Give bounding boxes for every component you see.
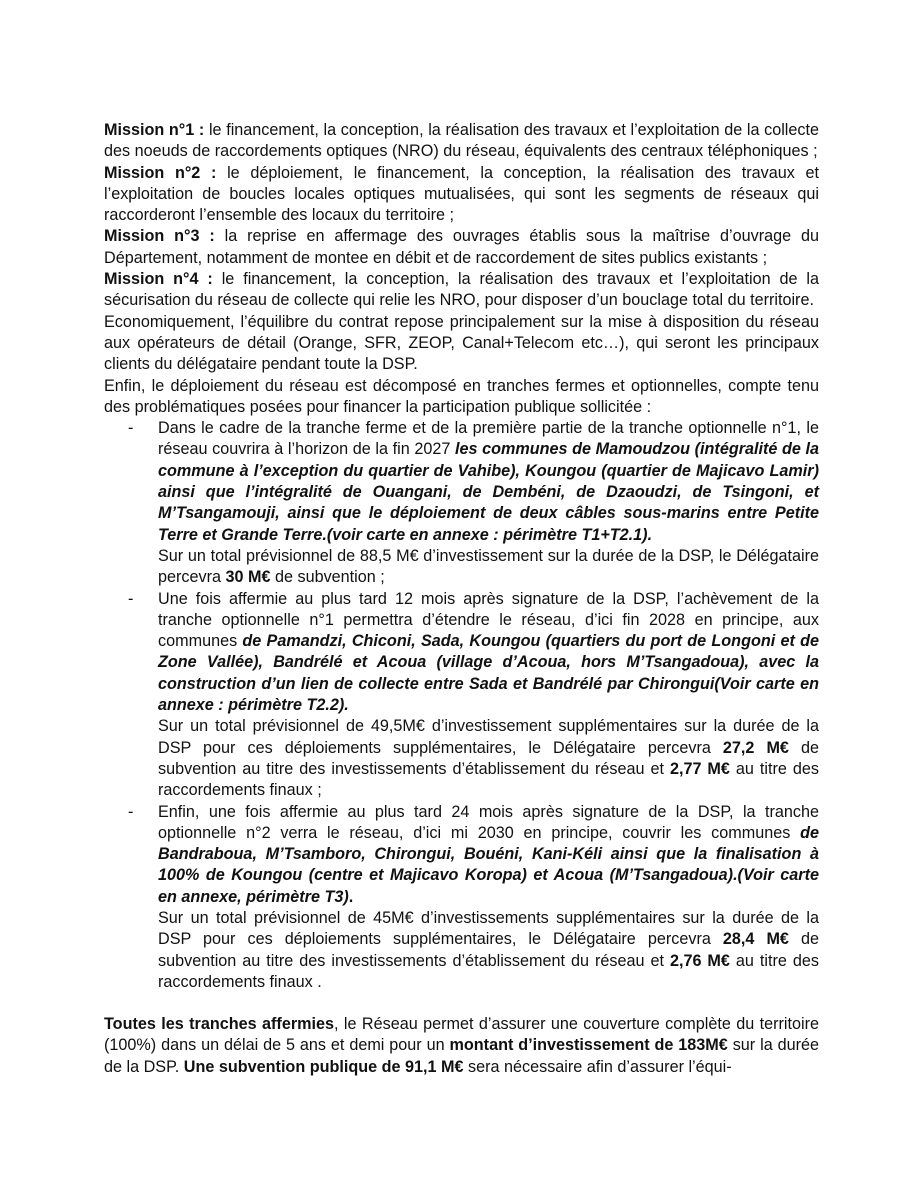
tranche-3-connection-amount: 2,76 M€	[669, 951, 730, 970]
tranche-3-subsidy: 28,4 M€	[722, 930, 789, 949]
tranche-3-funding	[158, 908, 819, 993]
conclusion-text-3: sera nécessaire afin d’assurer l’équi-	[463, 1057, 732, 1076]
tranche-2-funding-a: Sur un total prévisionnel de 49,5M€ d’investissement supplémentaires sur la durée de la DSP pour ces déploiements supplémentaires, le Délégataire percevra	[158, 717, 819, 757]
tranche-2-intro: Une fois affermie au plus tard 12 mois après signature de la DSP, l’achèvement de la tranche optionnelle n°1 permettra d’étendre le réseau, d’ici fin 2028 en principe, aux communes	[158, 589, 819, 651]
economic-paragraph: Economiquement, l’équilibre du contrat repose principalement sur la mise à disposition du réseau aux opérateurs de détail (Orange, SFR, ZEOP, Canal+Telecom etc…), qui seront les principaux clients du délégataire pendant toute la DSP.	[104, 312, 819, 374]
tranche-1-subsidy: 30 M€	[225, 568, 271, 587]
mission-4-label: Mission n°4 :	[104, 270, 213, 289]
conclusion-bold-1: Toutes les tranches affermies	[104, 1015, 335, 1034]
deployment-intro: Enfin, le déploiement du réseau est décomposé en tranches fermes et optionnelles, compte tenu des problématiques posées pour financer la participation publique sollicitée :	[104, 376, 819, 416]
mission-1	[104, 120, 819, 163]
tranche-3-funding-d: au titre des raccordements finaux .	[158, 951, 819, 991]
tranche-2-funding-c: de subvention au titre des investissements d’établissement du réseau et	[158, 738, 819, 778]
tranche-3-tail: .	[348, 887, 354, 906]
conclusion-paragraph	[104, 1014, 819, 1078]
tranche-1-text	[158, 418, 819, 546]
mission-2-text: le déploiement, le financement, la conception, la réalisation des travaux et l’exploitation de boucles locales optiques mutualisées, qui sont les segments de réseaux qui raccorderont l’ensemble des locaux du territoire ;	[104, 163, 819, 225]
tranche-1-intro: Dans le cadre de la tranche ferme et de la première partie de la tranche optionnelle n°1, le réseau couvrira à l’horizon de la fin 2027	[158, 419, 819, 459]
tranche-2-communes: de Pamandzi, Chiconi, Sada, Koungou (quartiers du port de Longoni et de Zone Vallée), Bandrélé et Acoua (village d’Acoua, hors M’Tsangadoua), avec la construction d’un lien de collecte entre Sada et Bandrélé par Chirongui(Voir carte en annexe : périmètre T2.2).	[158, 632, 819, 715]
tranche-2-funding-d: au titre des raccordements finaux ;	[158, 759, 819, 800]
mission-4	[104, 269, 819, 312]
tranche-3-intro: Enfin, une fois affermie au plus tard 24 mois après signature de la DSP, la tranche optionnelle n°2 verra le réseau, d’ici mi 2030 en principe, couvrir les communes	[158, 802, 819, 842]
tranche-1-funding-c: de subvention ;	[270, 568, 385, 587]
tranche-3-communes: de Bandraboua, M’Tsamboro, Chirongui, Bouéni, Kani-Kéli ainsi que la finalisation à 100% de Koungou (centre et Majicavo Koropa) et Acoua (M’Tsangadoua).(Voir carte en annexe, périmètre T3)	[158, 823, 819, 906]
list-dash: -	[128, 802, 134, 821]
tranche-1-funding	[158, 546, 819, 589]
mission-3	[104, 226, 819, 269]
tranche-2-funding	[158, 716, 819, 801]
tranche-1-communes: les communes de Mamoudzou (intégralité de la commune à l’exception du quartier de Vahibe), Koungou (quartier de Majicavo Lamir) ainsi que l’intégralité de Ouangani, de Dembéni, de Dzaoudzi, de Tsingoni, et M’Tsangamouji, ainsi que le déploiement de deux câbles sous-marins entre Petite Terre et Grande Terre.(voir carte en annexe : périmètre T1+T2.1).	[158, 440, 820, 544]
conclusion-subsidy: Une subvention publique de 91,1 M€	[183, 1057, 464, 1076]
paragraph-gap	[104, 993, 819, 1014]
mission-3-text: la reprise en affermage des ouvrages établis sous la maîtrise d’ouvrage du Département, notamment de montee en débit et de raccordement de sites publics existants ;	[104, 227, 819, 267]
list-dash: -	[128, 589, 134, 608]
tranche-2-connection-amount: 2,77 M€	[669, 759, 730, 778]
mission-2-label: Mission n°2 :	[104, 163, 217, 182]
mission-1-text: le financement, la conception, la réalisation des travaux et l’exploitation de la collecte des noeuds de raccordements optiques (NRO) du réseau, équivalents des centraux téléphoniques ;	[104, 121, 819, 161]
mission-4-text: le financement, la conception, la réalisation des travaux et l’exploitation de la sécurisation du réseau de collecte qui relie les NRO, pour disposer d’un bouclage total du territoire.	[104, 270, 819, 310]
conclusion-text-2: sur la durée de la DSP.	[104, 1036, 820, 1076]
tranche-3-funding-a: Sur un total prévisionnel de 45M€ d’investissements supplémentaires sur la durée de la DSP pour ces déploiements supplémentaires, le Délégataire percevra	[158, 908, 819, 949]
tranche-item-3	[104, 802, 819, 994]
mission-1-label: Mission n°1 :	[104, 121, 205, 139]
tranche-3-funding-c: de subvention au titre des investissements d’établissement du réseau et	[158, 930, 819, 970]
conclusion-investment: montant d’investissement de 183M€	[449, 1036, 728, 1055]
tranche-1-funding-a: Sur un total prévisionnel de 88,5 M€ d’investissement sur la durée de la DSP, le Délégataire percevra	[158, 546, 819, 587]
list-dash: -	[128, 419, 134, 438]
mission-2	[104, 163, 819, 227]
tranche-3-text	[158, 802, 819, 908]
tranche-2-text	[158, 589, 819, 717]
conclusion-text-1: , le Réseau permet d’assurer une couverture complète du territoire (100%) dans un délai de 5 ans et demi pour un	[104, 1015, 819, 1055]
tranche-item-2	[104, 589, 819, 802]
tranche-list	[104, 418, 819, 993]
mission-3-label: Mission n°3 :	[104, 227, 215, 246]
tranche-2-subsidy: 27,2 M€	[722, 738, 789, 757]
tranche-item-1	[104, 418, 819, 588]
